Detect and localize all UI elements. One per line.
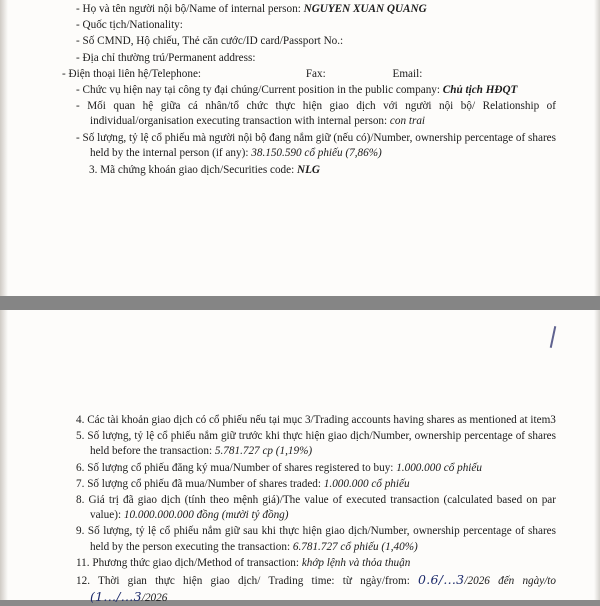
item-8-label: 8. Giá trị đã giao dịch (tính theo mệnh giá)/The value of executed transaction (calculated based on par value): xyxy=(76,494,556,522)
item-11-label: 11. Phương thức giao dịch/Method of transaction: xyxy=(76,556,300,569)
item-6-value: 1.000.000 cổ phiếu xyxy=(396,461,482,474)
item-12-label: 12. Thời gian thực hiện giao dịch/ Trading time: từ ngày/from: xyxy=(76,575,410,588)
field-securities-code-label: 3. Mã chứng khoán giao dịch/Securities code: xyxy=(89,164,295,177)
item-7-shares-traded xyxy=(76,477,556,492)
field-securities-code-value: NLG xyxy=(297,164,321,177)
document-page-top xyxy=(0,0,600,296)
field-permanent-address xyxy=(76,51,556,66)
item-9-value: 6.781.727 cổ phiếu (1,40%) xyxy=(292,540,418,553)
field-shares-held-internal-value: 38.150.590 cổ phiếu (7,86%) xyxy=(251,146,382,159)
item-5-shares-before xyxy=(76,429,556,459)
page-top-content xyxy=(0,0,600,178)
field-full-name xyxy=(76,2,556,17)
field-current-position xyxy=(76,83,556,98)
field-relationship-value: con trai xyxy=(389,115,426,128)
item-9-label: 9. Số lượng, tỷ lệ cổ phiếu nắm giữ sau khi thực hiện giao dịch/Number, ownership percentage of shares held by the person executing the transaction: xyxy=(76,525,556,553)
field-telephone-label: - Điện thoại liên hệ/Telephone: xyxy=(62,67,202,80)
item-12-to-printed: /2026 xyxy=(141,592,168,605)
field-securities-code xyxy=(76,163,556,178)
field-shares-held-internal-label: - Số lượng, tỷ lệ cổ phiếu mà người nội bộ đang nắm giữ (nếu có)/Number, ownership percentage of shares held by the internal person (if any): xyxy=(76,131,556,159)
item-11-value: khớp lệnh và thỏa thuận xyxy=(301,556,411,569)
field-nationality-label: - Quốc tịch/Nationality: xyxy=(76,19,183,32)
field-shares-held-internal xyxy=(76,131,556,161)
item-8-transaction-value xyxy=(76,493,556,523)
item-12-from-handwritten: 0.6/...3 xyxy=(418,572,465,588)
item-12-from-printed: /2026 xyxy=(464,575,490,588)
item-5-value: 5.781.727 cp (1,19%) xyxy=(214,445,313,458)
item-4-label: 4. Các tài khoản giao dịch có cổ phiếu nếu tại mục 3/Trading accounts having shares as mentioned at item3 xyxy=(76,414,556,426)
item-4-trading-accounts xyxy=(76,413,556,428)
item-11-method xyxy=(76,556,556,571)
item-8-value: 10.000.000.000 đồng (mười tỷ đồng) xyxy=(123,509,289,522)
field-email-label: Email: xyxy=(392,67,423,80)
field-fax-label: Fax: xyxy=(305,67,326,80)
item-5-label: 5. Số lượng, tỷ lệ cổ phiếu nắm giữ trước khi thực hiện giao dịch/Number, ownership percentage of shares held before the transaction: xyxy=(76,430,556,458)
field-full-name-label: - Họ và tên người nội bộ/Name of internal person: xyxy=(76,3,301,15)
page-bottom-content xyxy=(0,310,600,606)
item-6-label: 6. Số lượng cổ phiếu đăng ký mua/Number of shares registered to buy: xyxy=(76,461,394,474)
field-relationship xyxy=(76,99,556,129)
field-nationality xyxy=(76,18,556,33)
field-telephone xyxy=(62,67,556,82)
item-7-label: 7. Số lượng cổ phiếu đã mua/Number of shares traded: xyxy=(76,477,321,490)
field-current-position-value: Chủ tịch HĐQT xyxy=(442,84,518,97)
item-12-trading-time xyxy=(76,572,556,606)
document-page-bottom xyxy=(0,310,600,605)
field-full-name-value: NGUYEN XUAN QUANG xyxy=(303,3,427,15)
field-relationship-label: - Mối quan hệ giữa cá nhân/tổ chức thực hiện giao dịch với người nội bộ/ Relationship of individual/organisation executing transaction with internal person: xyxy=(76,100,556,128)
page-separator-gap xyxy=(0,296,600,310)
item-6-shares-registered xyxy=(76,461,556,476)
item-9-shares-after xyxy=(76,524,556,554)
field-id-card xyxy=(76,34,556,49)
item-7-value: 1.000.000 cổ phiếu xyxy=(323,477,410,490)
item-12-middle-label: đến ngày/to xyxy=(498,575,557,588)
field-id-card-label: - Số CMND, Hộ chiếu, Thẻ căn cước/ID card/Passport No.: xyxy=(76,35,344,48)
field-current-position-label: - Chức vụ hiện nay tại công ty đại chúng/Current position in the public company: xyxy=(76,84,440,97)
item-12-to-handwritten: (1.../...3 xyxy=(90,589,142,605)
field-permanent-address-label: - Địa chỉ thường trú/Permanent address: xyxy=(76,51,256,64)
